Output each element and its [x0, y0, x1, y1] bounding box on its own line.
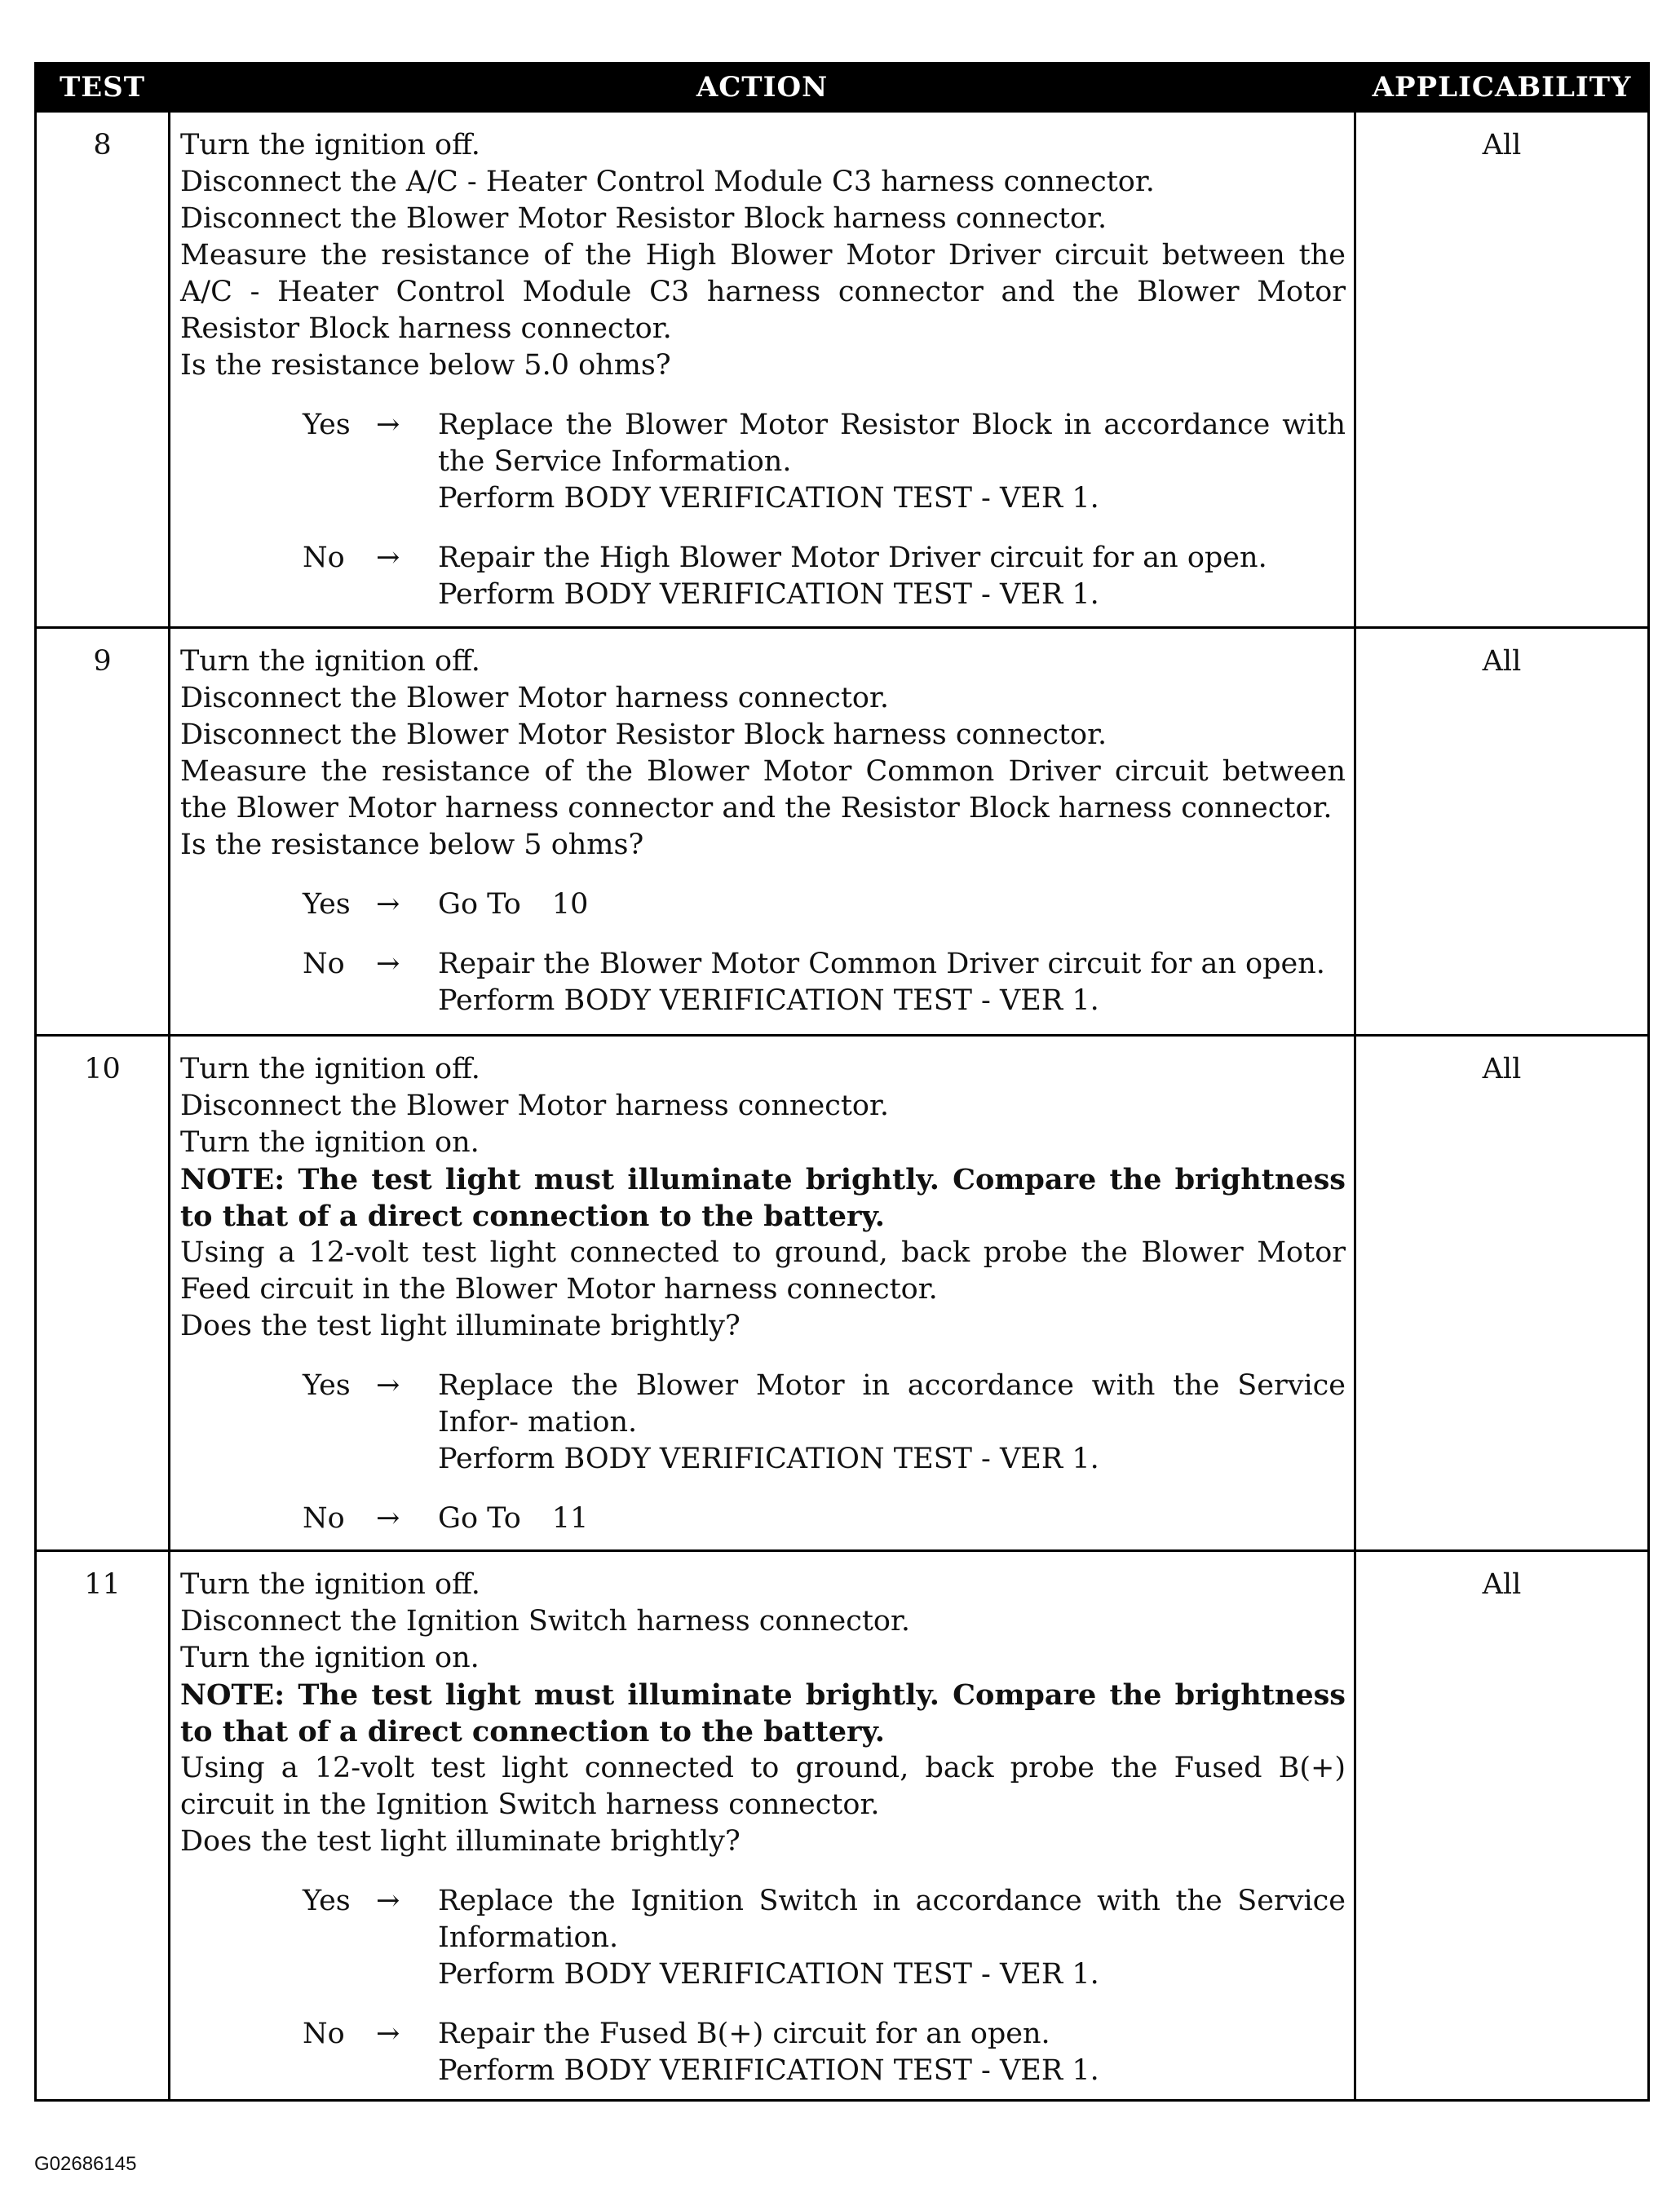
action-step: Disconnect the Blower Motor Resistor Block harness connector. — [180, 718, 1107, 751]
no-label: No — [303, 948, 345, 980]
action-cell — [170, 628, 1355, 1036]
action-step: Using a 12-volt test light connected to ground, back probe the Fused B(+) circuit in the Ignition Switch harness connector. — [180, 1752, 1346, 1821]
result-text: Perform BODY VERIFICATION TEST - VER 1. — [438, 578, 1099, 611]
figure-code: G02686145 — [34, 2153, 137, 2175]
result-text: Perform BODY VERIFICATION TEST - VER 1. — [438, 482, 1099, 515]
action-step: Disconnect the Blower Motor harness connector. — [180, 682, 890, 714]
action-step: Turn the ignition off. — [180, 645, 480, 678]
note-text: NOTE: The test light must illuminate brightly. Compare the brightness to that of a direct connection to the battery. — [180, 1678, 1346, 1748]
result-text: Perform BODY VERIFICATION TEST - VER 1. — [438, 984, 1099, 1017]
no-result — [180, 2016, 1346, 2089]
action-step: Turn the ignition on. — [180, 1126, 480, 1159]
header-applicability: APPLICABILITY — [1355, 64, 1649, 112]
table-row — [36, 112, 1649, 628]
no-result — [180, 1501, 1346, 1537]
yes-result — [180, 1368, 1346, 1478]
arrow-right-icon: → — [376, 948, 400, 980]
goto-test-number: 11 — [551, 1502, 589, 1535]
action-step: Measure the resistance of the High Blower Motor Driver circuit between the A/C - Heater Control Module C3 harness connector and the Blower Motor Resistor Block harness connector. — [180, 239, 1346, 345]
diagnostic-test-table — [34, 62, 1650, 2102]
header-test: TEST — [36, 64, 170, 112]
action-question: Does the test light illuminate brightly? — [180, 1310, 741, 1342]
goto-text — [438, 886, 1346, 923]
header-action: ACTION — [170, 64, 1355, 112]
yes-result — [180, 407, 1346, 517]
table-header-row — [36, 64, 1649, 112]
goto-text — [438, 1501, 1346, 1537]
action-step: Disconnect the Blower Motor harness connector. — [180, 1090, 890, 1122]
action-question: Is the resistance below 5.0 ohms? — [180, 349, 671, 382]
action-step: Disconnect the Ignition Switch harness connector. — [180, 1605, 911, 1638]
yes-result — [180, 1883, 1346, 1993]
yes-label: Yes — [303, 1369, 351, 1402]
action-cell — [170, 1036, 1355, 1551]
no-result — [180, 946, 1346, 1019]
arrow-right-icon: → — [376, 1502, 400, 1535]
test-number: 11 — [36, 1551, 170, 2101]
table-row — [36, 1036, 1649, 1551]
table-row — [36, 1551, 1649, 2101]
arrow-right-icon: → — [376, 1369, 400, 1402]
action-question: Does the test light illuminate brightly? — [180, 1825, 741, 1858]
result-text: Replace the Blower Motor Resistor Block in accordance with the Service Information. — [438, 409, 1346, 478]
test-number: 10 — [36, 1036, 170, 1551]
arrow-right-icon: → — [376, 409, 400, 441]
arrow-right-icon: → — [376, 2018, 400, 2050]
action-cell — [170, 1551, 1355, 2101]
yes-result — [180, 886, 1346, 923]
action-question: Is the resistance below 5 ohms? — [180, 829, 644, 861]
action-step: Measure the resistance of the Blower Motor Common Driver circuit between the Blower Motor harness connector and the Resistor Block harness connector. — [180, 755, 1346, 824]
result-text: Perform BODY VERIFICATION TEST - VER 1. — [438, 1958, 1099, 1991]
action-step: Using a 12-volt test light connected to ground, back probe the Blower Motor Feed circuit in the Blower Motor harness connector. — [180, 1236, 1346, 1306]
goto-label: Go To — [438, 888, 521, 921]
action-cell — [170, 112, 1355, 628]
yes-label: Yes — [303, 409, 351, 441]
result-text: Replace the Blower Motor in accordance with the Service Infor- mation. — [438, 1369, 1346, 1439]
applicability-value: All — [1355, 1036, 1649, 1551]
result-text: Repair the High Blower Motor Driver circuit for an open. — [438, 542, 1267, 574]
result-text: Repair the Blower Motor Common Driver circuit for an open. — [438, 948, 1325, 980]
no-label: No — [303, 2018, 345, 2050]
table-row — [36, 628, 1649, 1036]
result-text: Perform BODY VERIFICATION TEST - VER 1. — [438, 1443, 1099, 1475]
result-text: Replace the Ignition Switch in accordance with the Service Information. — [438, 1885, 1346, 1954]
yes-label: Yes — [303, 888, 351, 921]
goto-label: Go To — [438, 1502, 521, 1535]
no-label: No — [303, 1502, 345, 1535]
result-text: Repair the Fused B(+) circuit for an open. — [438, 2018, 1050, 2050]
action-step: Turn the ignition off. — [180, 1568, 480, 1601]
arrow-right-icon: → — [376, 542, 400, 574]
no-label: No — [303, 542, 345, 574]
action-step: Disconnect the Blower Motor Resistor Block harness connector. — [180, 202, 1107, 235]
yes-label: Yes — [303, 1885, 351, 1917]
applicability-value: All — [1355, 112, 1649, 628]
result-text: Perform BODY VERIFICATION TEST - VER 1. — [438, 2054, 1099, 2087]
applicability-value: All — [1355, 1551, 1649, 2101]
arrow-right-icon: → — [376, 1885, 400, 1917]
test-number: 9 — [36, 628, 170, 1036]
arrow-right-icon: → — [376, 888, 400, 921]
action-step: Turn the ignition off. — [180, 1053, 480, 1085]
action-step: Disconnect the A/C - Heater Control Module C3 harness connector. — [180, 166, 1155, 198]
action-step: Turn the ignition off. — [180, 129, 480, 161]
no-result — [180, 540, 1346, 613]
applicability-value: All — [1355, 628, 1649, 1036]
action-step: Turn the ignition on. — [180, 1642, 480, 1674]
test-number: 8 — [36, 112, 170, 628]
goto-test-number: 10 — [551, 888, 589, 921]
note-text: NOTE: The test light must illuminate brightly. Compare the brightness to that of a direct connection to the battery. — [180, 1163, 1346, 1233]
